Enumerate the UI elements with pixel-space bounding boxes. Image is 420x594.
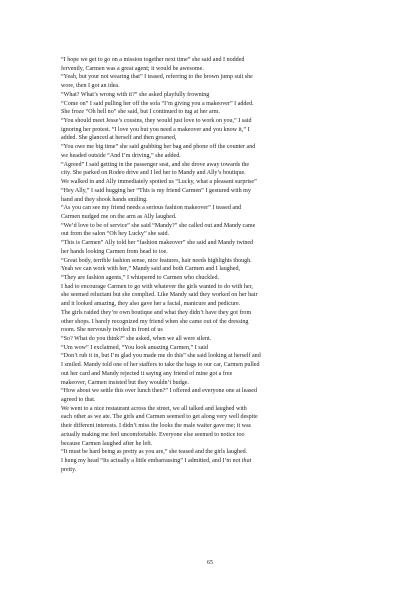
text-line: “Hey Ally,” I said hugging her “This is my friend Carmen” I gestured with my [61, 187, 251, 194]
text-line: “They are fashion agents,” I whispered to Carmen who chuckled. [61, 274, 220, 281]
text-line: “Agreed” I said getting in the passenger seat, and she drove away towards the [61, 161, 250, 168]
text-line: “Great body, terrible fashion sense, nice features, hair needs highlights though. [61, 257, 252, 264]
text-line: The girls raided they’re own boutique and what they didn’t have they got from [61, 309, 252, 316]
text-line: She froze “Oh hell no” she said, but I continued to tug at her arm. [61, 109, 220, 116]
text-line: out from the salon “Oh hey Lucky” she said. [61, 231, 169, 238]
text-line: agreed to that. [61, 397, 96, 404]
emphasized-word: that [241, 458, 252, 465]
text-line: her hands looking Carmen from head to toe. [61, 248, 168, 255]
text-line: “Um wow” I exclaimed, “You look amazing Carmen,” I said [61, 344, 208, 351]
text-line: “I hope we get to go on a mission together next time” she said and I nodded [61, 57, 245, 63]
text-line: and it looked amazing, they also gave her a facial, manicure and pedicure. [61, 301, 241, 308]
text-line: room. She nervously twirled in front of us [61, 327, 163, 334]
text-line: fervently, Carmen was a great agent; it would be awesome. [61, 65, 204, 72]
text-line: makeover, Carmen insisted but they wouldn’t budge. [61, 379, 189, 386]
text-line: each other as we ate. The girls and Carmen seemed to get along very well despite [61, 414, 258, 421]
text-line: “So? What do you think?” she asked, when we all were silent. [61, 336, 212, 342]
text-line: their different interests. I didn’t miss the looks the male waiter gave me; it was [61, 423, 252, 430]
text-line: city. She parked on Rodeo drive and I led her to Mandy and Ally’s boutique. [61, 170, 246, 177]
text-line: out her card and Mandy rejected it saying any friend of mine got a free [61, 370, 233, 377]
text-line: ignoring her protest. “I love you but you need a makeover and you know it,” I [61, 126, 250, 133]
text-line: “This is Carmen” Ally told her “fashion makeover” she said and Mandy twined [61, 240, 254, 247]
text-line: other shops. I barely recognized my friend when she came out of the dressing [61, 318, 249, 325]
text-line: Carmen nudged me on the arm as Ally laughed. [61, 213, 177, 220]
text-line: “Come on” I said pulling her off the sofa “I’m giving you a makeover” I added. [61, 100, 254, 107]
text-line: added. She glanced at herself and then groaned, [61, 135, 177, 142]
text-line: “We’d love to be of service” she said “Mandy?” she called out and Mandy came [61, 222, 256, 229]
text-line: We went to a nice restaurant across the street, we all talked and laughed with [61, 405, 247, 412]
text-line: We walked in and Ally immediately spotted us “Lucky, what a pleasant surprise” [61, 179, 257, 186]
text-line: wore, then I got an idea. [61, 83, 120, 90]
text-line: she seemed reluctant but she complied. Like Mandy said they worked on her hair [61, 292, 258, 299]
body-text [61, 56, 376, 475]
text-line: “What? What’s wrong with it?” she asked playfully frowning [61, 91, 210, 98]
text-line: “You should meet Jesse’s cousins, they would just love to work on you,” I said [61, 118, 252, 125]
text-line: “As you can see my friend needs a serious fashion makeover” I teased and [61, 205, 242, 212]
text-line: “Don’t rub it in, but I’m glad you made me do this” she said looking at herself and [61, 353, 261, 360]
text-line: actually making me feel uncomfortable. Everyone else seemed to notice too [61, 431, 245, 438]
text-line: Yeah we can work with her,” Mandy said and both Carmen and I laughed, [61, 266, 240, 273]
text-line: I smiled. Mandy told one of her staffers to take the bags to our car, Carmen pulled [61, 362, 260, 369]
text-line: because Carmen laughed after he left. [61, 440, 153, 447]
text-line: I hung my head “Its actually a little embarrassing” I admitted, and I’m not that [61, 458, 252, 465]
text-line: “How about we settle this over lunch then?” I offered and everyone one at leased [61, 388, 257, 395]
text-line: hand and they shook hands smiling. [61, 196, 148, 203]
page-number: 65 [207, 560, 213, 566]
text-line: “You owe me big time” she said grabbing her bag and phone off the counter and [61, 144, 256, 151]
text-line: we headed outside “And I’m driving,” she added. [61, 152, 181, 159]
text-line: “It must be hard being as pretty as you are,” she teased and the girls laughed. [61, 449, 248, 456]
text-line: I had to encourage Carmen to go with whatever the girls wanted to do with her, [61, 283, 253, 290]
text-line: “Yeah, but your not wearing that” I teased, referring to the brown jump suit she [61, 74, 253, 81]
text-line: pretty. [61, 466, 77, 473]
